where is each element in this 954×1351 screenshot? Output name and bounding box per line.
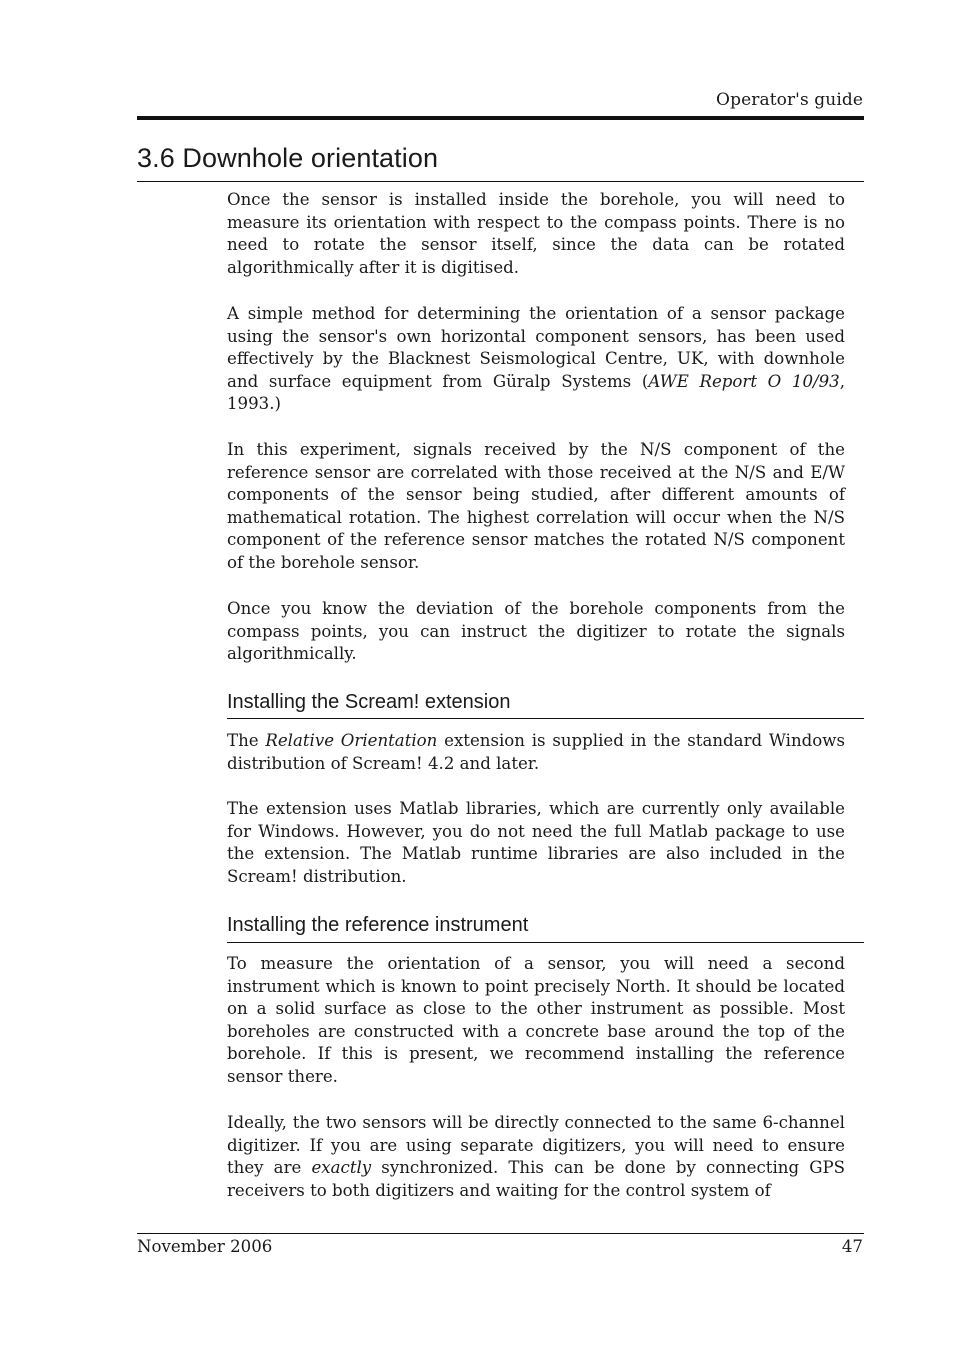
paragraph-sync [227, 1112, 845, 1202]
paragraph-method-text: A simple method for determining the orientation of a sensor package using the sensor's own horizontal component sensors, has been used effectively by the Blacknest Seismological Centre, UK, with downhole and surface equipment from Güralp Systems ( [227, 304, 845, 391]
subsection-rule-reference [227, 942, 864, 943]
footer-rule [137, 1233, 864, 1234]
paragraph-extension-text: The [227, 731, 266, 750]
paragraph-sync-tail: synchronized. This can be done by connecting GPS receivers to both digitizers and waiting for the control system of [227, 1158, 845, 1200]
paragraph-method [227, 303, 845, 416]
subsection-rule-scream [227, 718, 864, 719]
paragraph-extension [227, 730, 845, 775]
paragraph-deviation: Once you know the deviation of the borehole components from the compass points, you can instruct the digitizer to rotate the signals algorithmically. [227, 599, 845, 664]
header-rule [137, 116, 864, 120]
paragraph-method-tail: , 1993.) [227, 371, 845, 414]
paragraph-reference: To measure the orientation of a sensor, you will need a second instrument which is known to point precisely North. It should be located on a solid surface as close to the other instrument as possible. Most boreholes are constructed with a concrete base around the top of the borehole. If this is present, we recommend installing the reference sensor there. [227, 954, 845, 1086]
subsection-title-scream: Installing the Scream! extension [227, 691, 511, 713]
footer-date: November 2006 [137, 1237, 273, 1256]
paragraph-experiment: In this experiment, signals received by the N/S component of the reference sensor are correlated with those received at the N/S and E/W components of the sensor being studied, after different amounts of mathematical rotation. The highest correlation will occur when the N/S component of the reference sensor matches the rotated N/S component of the borehole sensor. [227, 440, 845, 572]
subsection-title-reference: Installing the reference instrument [227, 914, 529, 936]
paragraph-matlab: The extension uses Matlab libraries, which are currently only available for Windows. However, you do not need the full Matlab package to use the extension. The Matlab runtime libraries are also included in the Scream! distribution. [227, 799, 845, 886]
page-number: 47 [841, 1237, 863, 1256]
section-rule [137, 181, 864, 182]
exactly-emphasis: exactly [311, 1158, 372, 1178]
paragraph-extension-tail: extension is supplied in the standard Windows distribution of Scream! 4.2 and later. [227, 731, 845, 773]
section-title: 3.6 Downhole orientation [137, 143, 439, 173]
report-citation: AWE Report O 10/93 [648, 371, 840, 391]
paragraph-sync-text: Ideally, the two sensors will be directly connected to the same 6-channel digitizer. If you are using separate digitizers, you will need to ensure they are [227, 1113, 845, 1178]
paragraph-intro: Once the sensor is installed inside the borehole, you will need to measure its orientation with respect to the compass points. There is no need to rotate the sensor itself, since the data can be rotated algorithmically after it is digitised. [227, 190, 845, 277]
relative-orientation-term: Relative Orientation [265, 731, 438, 750]
running-header: Operator's guide [716, 90, 863, 110]
